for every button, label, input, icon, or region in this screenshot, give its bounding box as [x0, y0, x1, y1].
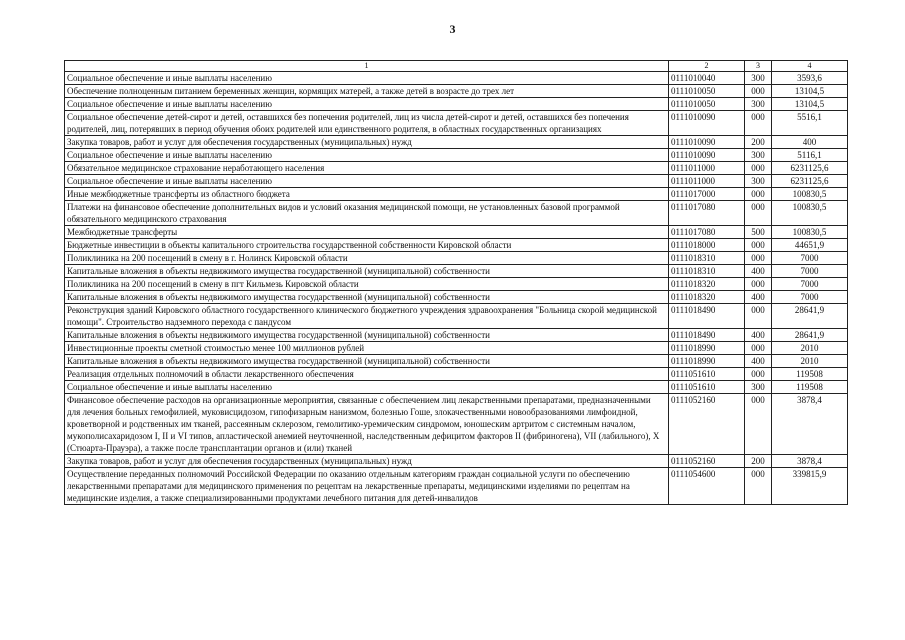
row-code-cell: 0111018490 — [669, 304, 745, 329]
table-row — [65, 111, 848, 136]
row-code-cell: 0111018000 — [669, 239, 745, 252]
row-code-cell: 0111018990 — [669, 355, 745, 368]
table-row — [65, 85, 848, 98]
row-name-cell: Поликлиника на 200 посещений в смену в г. Нолинск Кировской области — [65, 252, 669, 265]
row-code-cell: 0111018990 — [669, 342, 745, 355]
table-row — [65, 278, 848, 291]
table-row — [65, 368, 848, 381]
row-code-cell: 0111010040 — [669, 72, 745, 85]
row-code-cell: 0111018490 — [669, 329, 745, 342]
header-sum: 4 — [772, 61, 848, 72]
row-code-cell: 0111017080 — [669, 226, 745, 239]
row-sum-cell: 2010 — [772, 355, 848, 368]
row-name-cell: Социальное обеспечение детей-сирот и детей, оставшихся без попечения родителей, лиц из числа детей-сирот и детей, оставшихся без попечения родителей, лиц, потерявших в период обучения обоих родителей или единственного родителя, в областных государственных организациях — [65, 111, 669, 136]
row-vr-cell: 000 — [745, 188, 772, 201]
row-name-cell: Капитальные вложения в объекты недвижимого имущества государственной (муниципальной) собственности — [65, 265, 669, 278]
row-sum-cell: 28641,9 — [772, 304, 848, 329]
table-row — [65, 342, 848, 355]
row-vr-cell: 300 — [745, 175, 772, 188]
table-row — [65, 304, 848, 329]
header-row — [65, 61, 848, 72]
row-sum-cell: 7000 — [772, 291, 848, 304]
page-number: 3 — [449, 22, 456, 36]
row-code-cell: 0111010090 — [669, 136, 745, 149]
budget-table — [64, 60, 848, 505]
row-sum-cell: 6231125,6 — [772, 175, 848, 188]
row-sum-cell: 13104,5 — [772, 85, 848, 98]
row-name-cell: Капитальные вложения в объекты недвижимого имущества государственной (муниципальной) собственности — [65, 355, 669, 368]
header-name: 1 — [65, 61, 669, 72]
row-code-cell: 0111051610 — [669, 368, 745, 381]
row-sum-cell: 119508 — [772, 368, 848, 381]
table-row — [65, 239, 848, 252]
row-vr-cell: 300 — [745, 98, 772, 111]
row-vr-cell: 300 — [745, 149, 772, 162]
row-code-cell: 0111051610 — [669, 381, 745, 394]
row-name-cell: Закупка товаров, работ и услуг для обеспечения государственных (муниципальных) нужд — [65, 455, 669, 468]
header-vr: 3 — [745, 61, 772, 72]
row-sum-cell: 100830,5 — [772, 188, 848, 201]
row-name-cell: Финансовое обеспечение расходов на организационные мероприятия, связанные с обеспечением лиц лекарственными препаратами, предназначенными для лечения больных гемофилией, муковисцидозом, гипофизарным нанизмом, болезнью Гоше, злокачественными новообразованиями лимфоидной, кроветворной и родственных им тканей, рассеянным склерозом, гемолитико-уремическим синдромом, юношеским артритом с системным началом, мукополисахаридозом I, II и VI типов, апластической анемией неуточненной, наследственным дефицитом факторов II (фибриногена), VII (лабильного), X (Стюарта-Прауэра), а также после трансплантации органов и (или) тканей — [65, 394, 669, 455]
table-row — [65, 136, 848, 149]
row-name-cell: Социальное обеспечение и иные выплаты населению — [65, 149, 669, 162]
table-row — [65, 355, 848, 368]
row-vr-cell: 000 — [745, 304, 772, 329]
row-sum-cell: 2010 — [772, 342, 848, 355]
row-code-cell: 0111011000 — [669, 175, 745, 188]
row-name-cell: Инвестиционные проекты сметной стоимостью менее 100 миллионов рублей — [65, 342, 669, 355]
table-row — [65, 252, 848, 265]
row-sum-cell: 119508 — [772, 381, 848, 394]
row-code-cell: 0111010090 — [669, 149, 745, 162]
row-code-cell: 0111017000 — [669, 188, 745, 201]
table-row — [65, 149, 848, 162]
row-sum-cell: 6231125,6 — [772, 162, 848, 175]
row-code-cell: 0111018310 — [669, 265, 745, 278]
row-vr-cell: 400 — [745, 291, 772, 304]
row-vr-cell: 000 — [745, 394, 772, 455]
row-sum-cell: 3593,6 — [772, 72, 848, 85]
row-vr-cell: 200 — [745, 455, 772, 468]
row-code-cell: 0111054600 — [669, 468, 745, 505]
row-sum-cell: 100830,5 — [772, 201, 848, 226]
row-sum-cell: 7000 — [772, 278, 848, 291]
row-code-cell: 0111010050 — [669, 98, 745, 111]
row-vr-cell: 000 — [745, 201, 772, 226]
row-vr-cell: 400 — [745, 355, 772, 368]
table-row — [65, 72, 848, 85]
table-row — [65, 201, 848, 226]
table-row — [65, 329, 848, 342]
row-name-cell: Бюджетные инвестиции в объекты капитального строительства государственной собственности Кировской области — [65, 239, 669, 252]
row-sum-cell: 3878,4 — [772, 455, 848, 468]
row-code-cell: 0111052160 — [669, 394, 745, 455]
row-vr-cell: 000 — [745, 252, 772, 265]
row-code-cell: 0111017080 — [669, 201, 745, 226]
row-name-cell: Закупка товаров, работ и услуг для обеспечения государственных (муниципальных) нужд — [65, 136, 669, 149]
row-vr-cell: 300 — [745, 381, 772, 394]
row-code-cell: 0111018320 — [669, 291, 745, 304]
row-name-cell: Социальное обеспечение и иные выплаты населению — [65, 72, 669, 85]
row-sum-cell: 400 — [772, 136, 848, 149]
row-vr-cell: 200 — [745, 136, 772, 149]
row-name-cell: Поликлиника на 200 посещений в смену в пгт Кильмезь Кировской области — [65, 278, 669, 291]
table-row — [65, 188, 848, 201]
row-sum-cell: 339815,9 — [772, 468, 848, 505]
row-code-cell: 0111018320 — [669, 278, 745, 291]
row-code-cell: 0111052160 — [669, 455, 745, 468]
row-sum-cell: 3878,4 — [772, 394, 848, 455]
row-vr-cell: 400 — [745, 329, 772, 342]
table-row — [65, 175, 848, 188]
row-name-cell: Реконструкция зданий Кировского областного государственного клинического бюджетного учреждения здравоохранения "Больница скорой медицинской помощи". Строительство надземного перехода с пандусом — [65, 304, 669, 329]
row-name-cell: Капитальные вложения в объекты недвижимого имущества государственной (муниципальной) собственности — [65, 329, 669, 342]
row-name-cell: Обязательное медицинское страхование неработающего населения — [65, 162, 669, 175]
row-code-cell: 0111018310 — [669, 252, 745, 265]
row-name-cell: Социальное обеспечение и иные выплаты населению — [65, 381, 669, 394]
row-name-cell: Социальное обеспечение и иные выплаты населению — [65, 175, 669, 188]
row-name-cell: Иные межбюджетные трансферты из областного бюджета — [65, 188, 669, 201]
row-name-cell: Социальное обеспечение и иные выплаты населению — [65, 98, 669, 111]
row-sum-cell: 44651,9 — [772, 239, 848, 252]
row-vr-cell: 000 — [745, 342, 772, 355]
row-vr-cell: 400 — [745, 265, 772, 278]
table-row — [65, 468, 848, 505]
row-vr-cell: 300 — [745, 72, 772, 85]
row-name-cell: Реализация отдельных полномочий в области лекарственного обеспечения — [65, 368, 669, 381]
table-row — [65, 162, 848, 175]
row-vr-cell: 500 — [745, 226, 772, 239]
row-vr-cell: 000 — [745, 85, 772, 98]
table-row — [65, 394, 848, 455]
table-row — [65, 265, 848, 278]
row-sum-cell: 28641,9 — [772, 329, 848, 342]
row-sum-cell: 5116,1 — [772, 149, 848, 162]
header-code: 2 — [669, 61, 745, 72]
row-code-cell: 0111010050 — [669, 85, 745, 98]
row-vr-cell: 000 — [745, 368, 772, 381]
row-name-cell: Обеспечение полноценным питанием беременных женщин, кормящих матерей, а также детей в возрасте до трех лет — [65, 85, 669, 98]
row-name-cell: Капитальные вложения в объекты недвижимого имущества государственной (муниципальной) собственности — [65, 291, 669, 304]
row-sum-cell: 7000 — [772, 265, 848, 278]
row-code-cell: 0111011000 — [669, 162, 745, 175]
row-sum-cell: 13104,5 — [772, 98, 848, 111]
row-vr-cell: 000 — [745, 239, 772, 252]
row-name-cell: Межбюджетные трансферты — [65, 226, 669, 239]
row-vr-cell: 000 — [745, 468, 772, 505]
table-row — [65, 381, 848, 394]
row-sum-cell: 5516,1 — [772, 111, 848, 136]
row-code-cell: 0111010090 — [669, 111, 745, 136]
table-row — [65, 291, 848, 304]
row-name-cell: Платежи на финансовое обеспечение дополнительных видов и условий оказания медицинской помощи, не установленных базовой программой обязательного медицинского страхования — [65, 201, 669, 226]
row-name-cell: Осуществление переданных полномочий Российской Федерации по оказанию отдельным категориям граждан социальной услуги по обеспечению лекарственными препаратами для медицинского применения по рецептам на лекарственные препараты, медицинскими изделиями по рецептам на медицинские изделия, а также специализированными продуктами лечебного питания для детей-инвалидов — [65, 468, 669, 505]
row-sum-cell: 7000 — [772, 252, 848, 265]
table-row — [65, 455, 848, 468]
row-vr-cell: 000 — [745, 111, 772, 136]
row-sum-cell: 100830,5 — [772, 226, 848, 239]
row-vr-cell: 000 — [745, 278, 772, 291]
table-row — [65, 226, 848, 239]
table-row — [65, 98, 848, 111]
row-vr-cell: 000 — [745, 162, 772, 175]
